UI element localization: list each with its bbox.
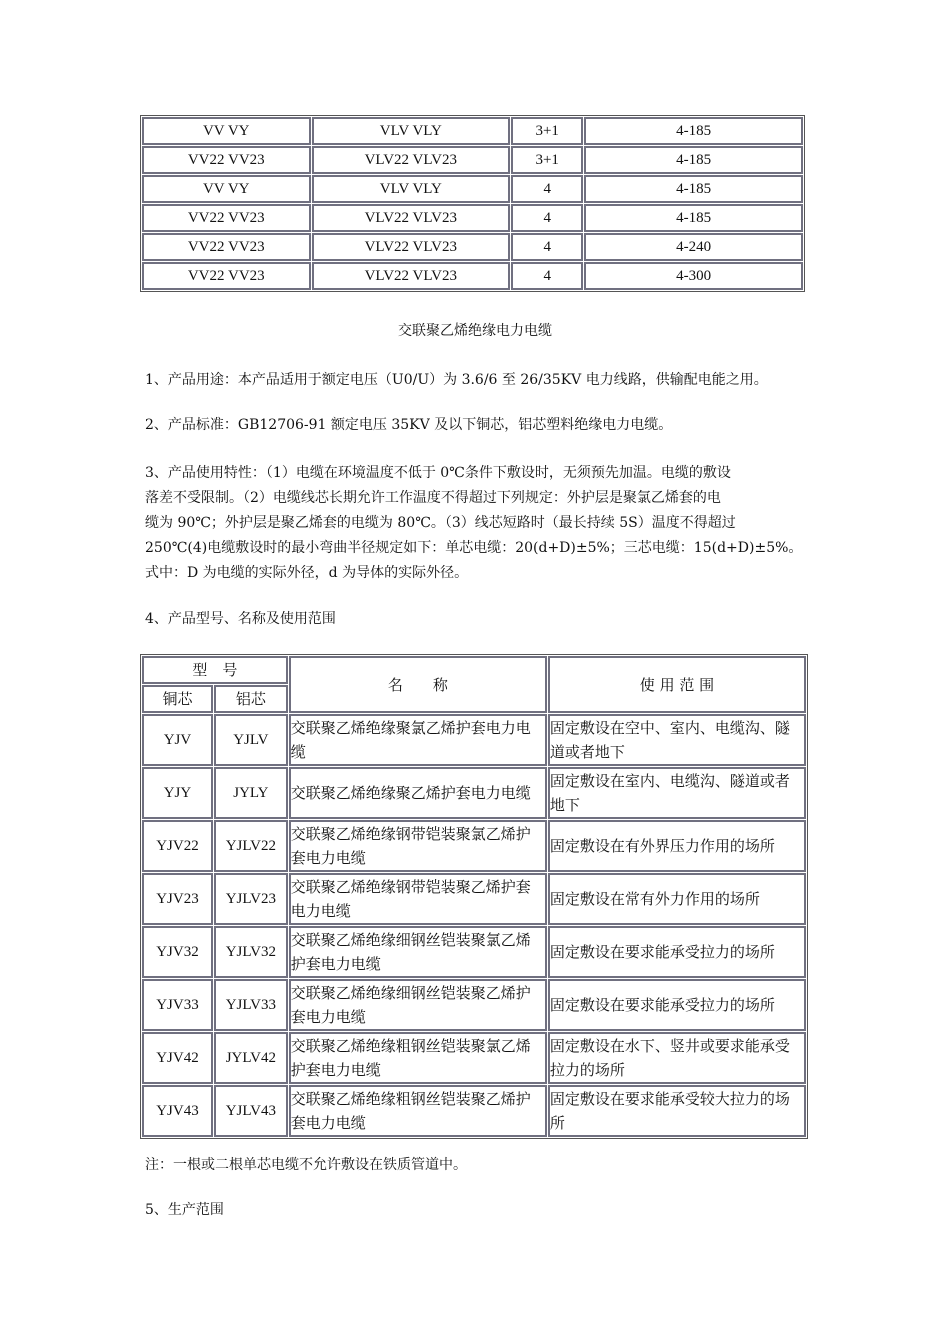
aluminum-model: JYLY bbox=[214, 767, 288, 819]
paragraph-characteristics bbox=[145, 461, 815, 586]
table-cell: VLV22 VLV23 bbox=[312, 233, 511, 261]
cable-name: 交联聚乙烯绝缘聚氯乙烯护套电力电缆 bbox=[289, 714, 547, 766]
copper-model: YJV23 bbox=[142, 873, 213, 925]
table-cell: 4-300 bbox=[584, 262, 803, 290]
text-line: 250℃(4)电缆敷设时的最小弯曲半径规定如下：单芯电缆：20(d+D)±5%；三芯电缆：15(d+D)±5%。 bbox=[145, 540, 803, 556]
cable-name: 交联聚乙烯绝缘粗钢丝铠装聚氯乙烯护套电力电缆 bbox=[289, 1032, 547, 1084]
table-row bbox=[142, 820, 806, 872]
table-row bbox=[142, 117, 803, 145]
header-name: 名 称 bbox=[289, 656, 547, 713]
table-cell: VV22 VV23 bbox=[142, 204, 311, 232]
usage-scope: 固定敷设在水下、竖井或要求能承受拉力的场所 bbox=[548, 1032, 806, 1084]
table-cell: 3+1 bbox=[511, 117, 583, 145]
paragraph-note: 注：一根或二根单芯电缆不允许敷设在铁质管道中。 bbox=[145, 1157, 467, 1173]
header-copper: 铜芯 bbox=[142, 685, 213, 713]
aluminum-model: JYLV42 bbox=[214, 1032, 288, 1084]
table-cell: VLV22 VLV23 bbox=[312, 146, 511, 174]
header-model: 型 号 bbox=[142, 656, 288, 684]
table-cell: 4 bbox=[511, 204, 583, 232]
table-row bbox=[142, 233, 803, 261]
header-aluminum: 铝芯 bbox=[214, 685, 288, 713]
text-line: 式中：D 为电缆的实际外径，d 为导体的实际外径。 bbox=[145, 565, 469, 581]
table-row bbox=[142, 926, 806, 978]
table-row bbox=[142, 873, 806, 925]
table-cell: 4-185 bbox=[584, 175, 803, 203]
table-cell: VLV22 VLV23 bbox=[312, 204, 511, 232]
table-cell: 4 bbox=[511, 233, 583, 261]
table-row bbox=[142, 979, 806, 1031]
usage-scope: 固定敷设在要求能承受拉力的场所 bbox=[548, 979, 806, 1031]
cable-name: 交联聚乙烯绝缘细钢丝铠装聚氯乙烯护套电力电缆 bbox=[289, 926, 547, 978]
paragraph-usage: 1、产品用途：本产品适用于额定电压（U0/U）为 3.6/6 至 26/35KV 电力线路，供输配电能之用。 bbox=[145, 372, 768, 388]
usage-scope: 固定敷设在室内、电缆沟、隧道或者地下 bbox=[548, 767, 806, 819]
paragraph-models-heading: 4、产品型号、名称及使用范围 bbox=[145, 611, 336, 627]
paragraph-production-range: 5、生产范围 bbox=[145, 1202, 224, 1218]
table-cell: VLV22 VLV23 bbox=[312, 262, 511, 290]
aluminum-model: YJLV33 bbox=[214, 979, 288, 1031]
usage-scope: 固定敷设在常有外力作用的场所 bbox=[548, 873, 806, 925]
cable-name: 交联聚乙烯绝缘钢带铠装聚乙烯护套电力电缆 bbox=[289, 873, 547, 925]
table-cell: VV22 VV23 bbox=[142, 262, 311, 290]
copper-model: YJY bbox=[142, 767, 213, 819]
table-row bbox=[142, 1085, 806, 1137]
aluminum-model: YJLV23 bbox=[214, 873, 288, 925]
aluminum-model: YJLV43 bbox=[214, 1085, 288, 1137]
table-row bbox=[142, 767, 806, 819]
table-cell: 4-185 bbox=[584, 117, 803, 145]
table-cell: 4-185 bbox=[584, 204, 803, 232]
table-row bbox=[142, 714, 806, 766]
table-cell: VLV VLY bbox=[312, 175, 511, 203]
table-cell: 4 bbox=[511, 175, 583, 203]
table-cell: VLV VLY bbox=[312, 117, 511, 145]
table-cell: 4-240 bbox=[584, 233, 803, 261]
text-line: 缆为 90℃；外护层是聚乙烯套的电缆为 80℃。（3）线芯短路时（最长持续 5S）温度不得超过 bbox=[145, 515, 736, 531]
table-cell: VV VY bbox=[142, 175, 311, 203]
usage-scope: 固定敷设在要求能承受拉力的场所 bbox=[548, 926, 806, 978]
table-cell: 3+1 bbox=[511, 146, 583, 174]
table-row bbox=[142, 146, 803, 174]
table-cell: VV VY bbox=[142, 117, 311, 145]
usage-scope: 固定敷设在有外界压力作用的场所 bbox=[548, 820, 806, 872]
table-cell: 4-185 bbox=[584, 146, 803, 174]
copper-model: YJV33 bbox=[142, 979, 213, 1031]
table-row bbox=[142, 1032, 806, 1084]
table-cell: 4 bbox=[511, 262, 583, 290]
aluminum-model: YJLV bbox=[214, 714, 288, 766]
section-title: 交联聚乙烯绝缘电力电缆 bbox=[398, 323, 552, 339]
usage-scope: 固定敷设在要求能承受较大拉力的场所 bbox=[548, 1085, 806, 1137]
cable-name: 交联聚乙烯绝缘细钢丝铠装聚乙烯护套电力电缆 bbox=[289, 979, 547, 1031]
table-cell: VV22 VV23 bbox=[142, 146, 311, 174]
table-header-row bbox=[142, 656, 806, 684]
copper-model: YJV bbox=[142, 714, 213, 766]
copper-model: YJV22 bbox=[142, 820, 213, 872]
header-scope: 使 用 范 围 bbox=[548, 656, 806, 713]
copper-model: YJV32 bbox=[142, 926, 213, 978]
text-line: 落差不受限制。（2）电缆线芯长期允许工作温度不得超过下列规定：外护层是聚氯乙烯套的电 bbox=[145, 490, 721, 506]
table-cell: VV22 VV23 bbox=[142, 233, 311, 261]
table-row bbox=[142, 175, 803, 203]
xlpe-model-table bbox=[140, 654, 808, 1139]
cable-name: 交联聚乙烯绝缘聚乙烯护套电力电缆 bbox=[289, 767, 547, 819]
copper-model: YJV42 bbox=[142, 1032, 213, 1084]
copper-model: YJV43 bbox=[142, 1085, 213, 1137]
table-row bbox=[142, 262, 803, 290]
cable-spec-table-pvc bbox=[140, 115, 805, 292]
paragraph-standard: 2、产品标准：GB12706-91 额定电压 35KV 及以下铜芯，铝芯塑料绝缘电力电缆。 bbox=[145, 417, 673, 433]
cable-name: 交联聚乙烯绝缘粗钢丝铠装聚乙烯护套电力电缆 bbox=[289, 1085, 547, 1137]
aluminum-model: YJLV32 bbox=[214, 926, 288, 978]
aluminum-model: YJLV22 bbox=[214, 820, 288, 872]
usage-scope: 固定敷设在空中、室内、电缆沟、隧道或者地下 bbox=[548, 714, 806, 766]
cable-name: 交联聚乙烯绝缘钢带铠装聚氯乙烯护套电力电缆 bbox=[289, 820, 547, 872]
text-line: 3、产品使用特性：（1）电缆在环境温度不低于 0℃条件下敷设时，无须预先加温。电缆的敷设 bbox=[145, 465, 731, 481]
table-row bbox=[142, 204, 803, 232]
